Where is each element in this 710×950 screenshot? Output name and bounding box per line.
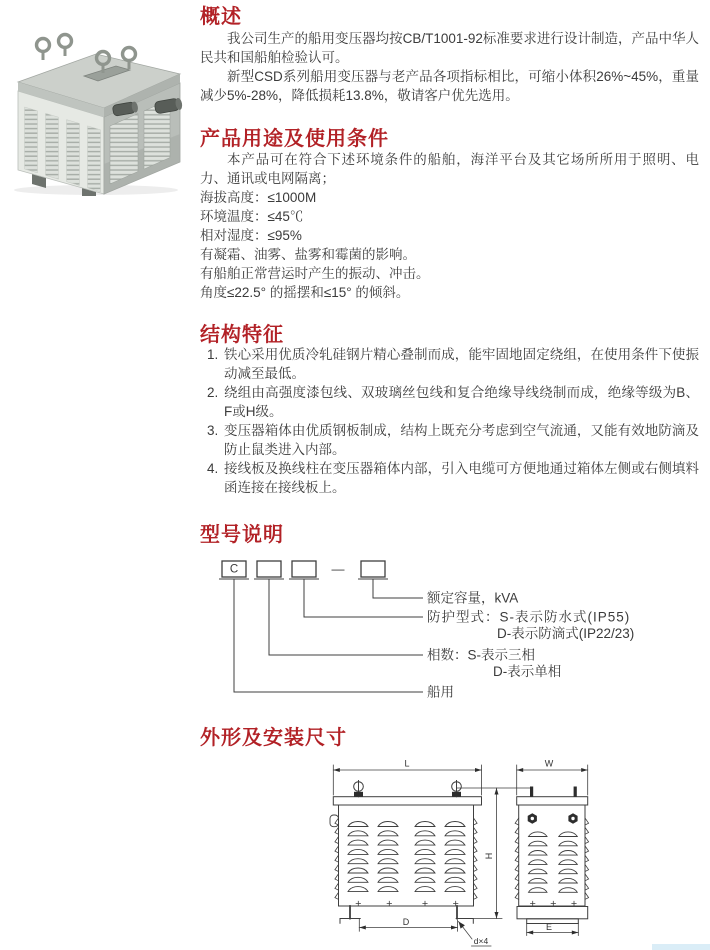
nut-hole: [571, 817, 574, 820]
dim-label-H: H: [484, 852, 494, 860]
section-title-model: 型号说明: [200, 524, 284, 546]
dimension-drawing: [290, 755, 710, 950]
overview-paragraph: 新型CSD系列船用变压器与老产品各项指标相比，可缩小体积26%~45%，重量减少5%-28%，降低损耗13.8%，敬请客户优先选用。: [200, 69, 699, 103]
label-protection-type: 防护型式：S-表示防水式(IP55): [427, 609, 631, 625]
structure-item: 2. 绕组由高强度漆包线、双玻璃丝包线和复合绝缘导线绕制而成，绝缘等级为B、F或H级。: [222, 383, 699, 421]
label-marine: 船用: [427, 684, 454, 700]
model-code-boxes: [222, 561, 385, 577]
dim-label-L: L: [404, 758, 410, 769]
label-protection-type-2: D-表示防滴式(IP22/23): [497, 626, 635, 641]
structure-item: 3. 变压器箱体由优质钢板制成，结构上既充分考虑到空气流通，又能有效地防滴及防止鼠类进入内部。: [222, 421, 699, 459]
structure-item: 4. 接线板及换线柱在变压器箱体内部，引入电缆可方便地通过箱体左侧或右侧填料函连接在接线板上。: [222, 459, 699, 497]
model-dash: —: [331, 561, 345, 577]
overview-paragraph: 我公司生产的船用变压器均按CB/T1001-92标准要求进行设计制造，产品中华人民共和国船舶检验认可。: [200, 31, 699, 65]
side-view-solids: [517, 768, 588, 935]
structure-item: 1. 铁心采用优质冷轧硅钢片精心叠制而成，能牢固地固定绕组，在使用条件下使振动减至最低。: [222, 345, 699, 383]
label-phase: 相数：S-表示三相: [427, 647, 535, 663]
section-title-dimensions: 外形及安装尺寸: [200, 727, 347, 749]
section-title-structure: 结构特征: [200, 324, 284, 346]
label-rated-capacity: 额定容量，kVA: [427, 590, 519, 606]
usage-condition: 角度≤22.5° 的摇摆和≤15° 的倾斜。: [200, 285, 410, 300]
dim-label-D: D: [402, 917, 410, 927]
side-view: [515, 765, 589, 936]
section-title-overview: 概述: [200, 6, 242, 28]
model-leader-lines: [234, 579, 423, 692]
usage-condition: 有凝霜、油雾、盐雾和霉菌的影响。: [200, 247, 416, 262]
usage-condition: 海拔高度：≤1000M: [200, 190, 317, 205]
model-code-diagram: [200, 552, 710, 722]
usage-condition: 环境温度：≤45℃: [200, 209, 304, 224]
page-edge-artifact: [652, 944, 710, 950]
section-title-usage: 产品用途及使用条件: [200, 128, 389, 150]
model-prefix-letter: C: [229, 563, 239, 576]
product-photo: [4, 24, 186, 196]
usage-condition: 有船舶正常营运时产生的振动、冲击。: [200, 266, 430, 281]
structure-list: [200, 345, 699, 497]
nut-hole: [531, 817, 534, 820]
overview-body: [200, 29, 699, 105]
model-labels: [427, 590, 634, 700]
dim-label-W: W: [544, 758, 554, 769]
usage-body: [200, 150, 699, 302]
dim-label-E: E: [545, 922, 553, 932]
dim-label-holes: d×4: [473, 936, 489, 946]
usage-intro: 本产品可在符合下述环境条件的船舶，海洋平台及其它场所所用于照明、电力、通讯或电网隔离；: [200, 152, 699, 186]
usage-condition: 相对湿度：≤95%: [200, 228, 302, 243]
label-phase-2: D-表示单相: [493, 664, 562, 679]
